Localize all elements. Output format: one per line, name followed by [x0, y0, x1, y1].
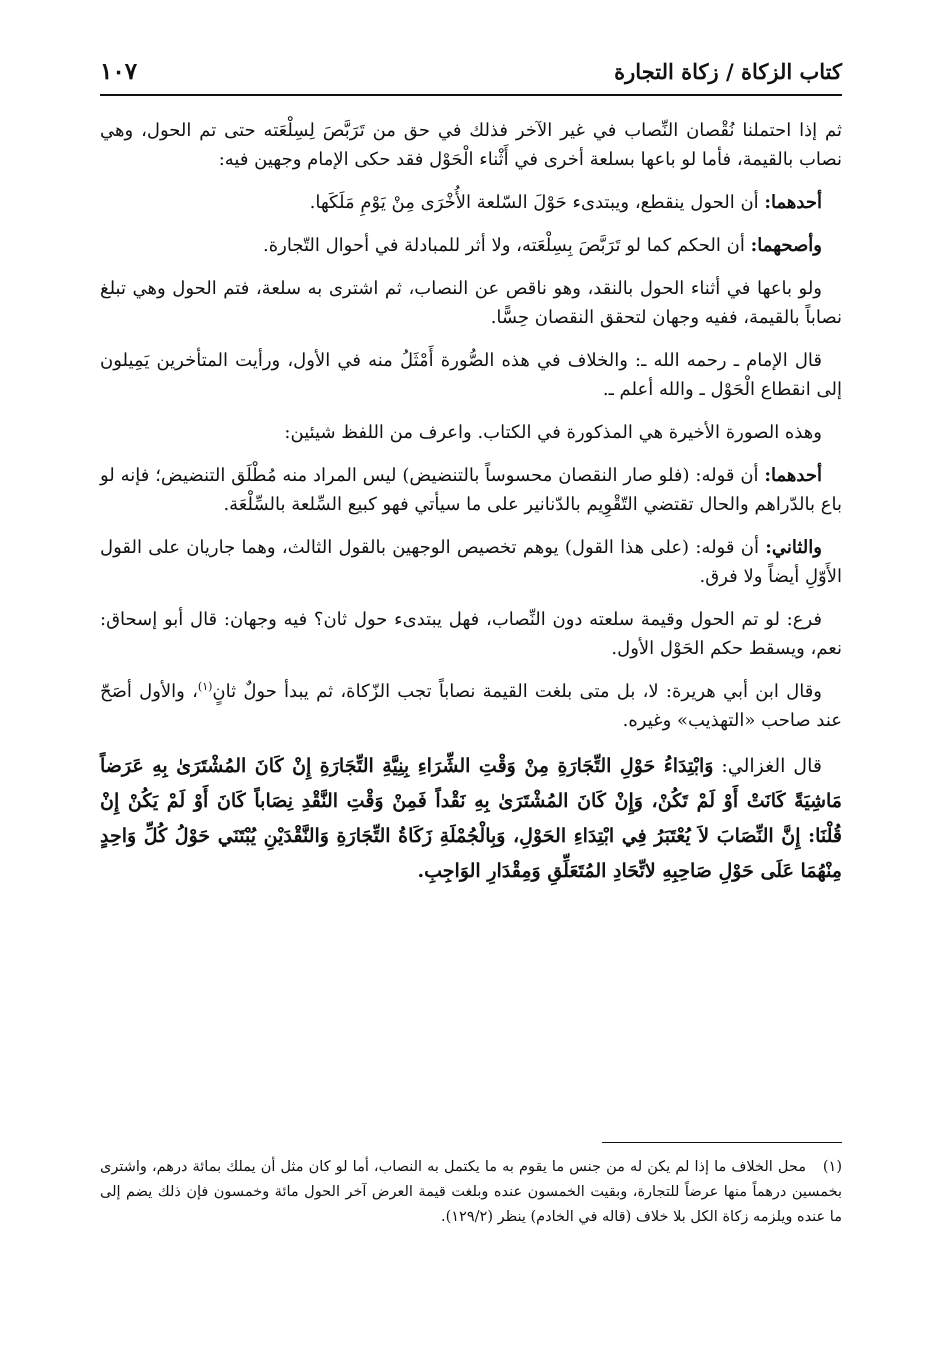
paragraph [100, 116, 842, 174]
paragraph-text: أن قوله: (على هذا القول) يوهم تخصيص الوجهين بالقول الثالث، وهما جاريان على القول الأَوّلِ أيضاً ولا فرق. [100, 537, 842, 587]
paragraph-text: وهذه الصورة الأخيرة هي المذكورة في الكتاب. واعرف من اللفظ شيئين: [284, 422, 822, 443]
quote-text: وَابْتِدَاءُ حَوْلِ التِّجَارَةِ مِنْ وَقْتِ الشِّرَاءِ بِنِيَّةِ التِّجَارَةِ إِنْ كَانَ المُشْتَرَىٰ بِهِ عَرَضاً مَاشِيَةً كَانَتْ أَوْ لَمْ تَكُنْ، وَإِنْ كَانَ المُشْتَرَىٰ بِهِ نَقْداً فَمِنْ وَقْتِ النَّقْدِ نِصَاباً كَانَ أَوْ لَمْ يَكُنْ إِنْ قُلْنَا: إِنَّ النِّصَابَ لاَ يُعْتَبَرُ فِي ابْتِدَاءِ الحَوْلِ، وَبِالْجُمْلَةِ زَكَاةُ التِّجَارَةِ وَالنَّقْدَيْنِ يُبْتَنَي حَوْلُ كُلِّ وَاحِدٍ مِنْهُمَا عَلَى حَوْلِ صَاحِبِهِ لاتِّحَادِ المُتَعَلِّقِ وَمِقْدَارِ الوَاجِبِ. [100, 755, 842, 882]
paragraph-lead: أحدهما: [764, 465, 822, 486]
footnote-marker: (١) [822, 1159, 842, 1175]
paragraph [100, 533, 842, 591]
page-header [100, 52, 842, 92]
footnote-reference[interactable]: (١) [197, 680, 213, 693]
paragraph-text: ولو باعها في أثناء الحول بالنقد، وهو ناقص عن النصاب، ثم اشترى به سلعة، فتم الحول وهي تبلغ نصاباً بالقيمة، ففيه وجهان لتحقق النقصان حِسًّا. [100, 278, 842, 328]
paragraph-text: فرع: لو تم الحول وقيمة سلعته دون النِّصاب، فهل يبتدىء حول ثان؟ فيه وجهان: قال أبو إسحاق: نعم، ويسقط حكم الحَوْل الأول. [100, 609, 842, 659]
paragraph [100, 188, 842, 217]
running-title: كتاب الزكاة / زكاة التجارة [614, 59, 842, 84]
paragraph [100, 274, 842, 332]
footnote-rule [602, 1142, 842, 1143]
paragraph [100, 418, 842, 447]
paragraph-lead: وأصحهما: [750, 235, 822, 256]
paragraph-lead: والثاني: [765, 537, 822, 558]
footnote [100, 1155, 842, 1230]
paragraph [100, 605, 842, 663]
paragraph [100, 677, 842, 735]
quote-lead: قال الغزالي: [713, 755, 822, 777]
paragraph [100, 461, 842, 519]
main-text [100, 116, 842, 889]
footnote-text: محل الخلاف ما إذا لم يكن له من جنس ما يقوم به ما يكتمل به النصاب، أما لو كان مثل أن يملك بمائة درهم، واشترى بخمسين درهماً منها عرضاً للتجارة، وبقيت الخمسون عنده وبلغت قيمة العرض آخر الحول مائة وخمسون فإن ذلك يضم إلى ما عنده ويلزمه زكاة الكل بلا خلاف (قاله في الخادم) ينظر (١٢٩/٢). [100, 1159, 842, 1225]
page-number: ١٠٧ [100, 58, 138, 85]
ghazali-quote [100, 749, 842, 889]
paragraph-text: أن الحول ينقطع، ويبتدىء حَوْلَ السّلعة الأُخْرَى مِنْ يَوْمِ مَلَكَها. [309, 192, 765, 213]
paragraph-lead: أحدهما: [764, 192, 822, 213]
paragraph-text: وقال ابن أبي هريرة: لا، بل متى بلغت القيمة نصاباً تجب الزّكاة، ثم يبدأ حولٌ ثانٍ [212, 681, 823, 702]
paragraph-text: قال الإمام ـ رحمه الله ـ: والخلاف في هذه الصُّورة أَمْثَلُ منه في الأول، ورأيت المتأخرين يَمِيلون إلى انقطاع الْحَوْل ـ والله أعلم ـ. [100, 350, 842, 400]
header-rule [100, 94, 842, 96]
paragraph [100, 346, 842, 404]
paragraph-text: أن قوله: (فلو صار النقصان محسوساً بالتنضيض) ليس المراد منه مُطْلَق التنضيض؛ فإنه لو باع بالدّراهم والحال تقتضي التّقْوِيم بالدّنانير على ما سيأتي فهو كبيع السِّلعة بالسِّلْعَة. [100, 465, 842, 515]
paragraph-text: أن الحكم كما لو تَرَبَّصَ بِسِلْعَته، ولا أثر للمبادلة في أحوال التّجارة. [263, 235, 751, 256]
paragraph-text: ، والأول أصَحّ عند صاحب «التهذيب» وغيره. [100, 681, 842, 731]
paragraph [100, 231, 842, 260]
paragraph-text: ثم إذا احتملنا نُقْصان النِّصاب في غير الآخر فذلك في حق من تَرَبَّصَ لِسِلْعَته حتى تم الحول، وهي نصاب بالقيمة، فأما لو باعها بسلعة أخرى في أَثْناء الْحَوْل فقد حكى الإمام وجهين فيه: [100, 120, 842, 170]
